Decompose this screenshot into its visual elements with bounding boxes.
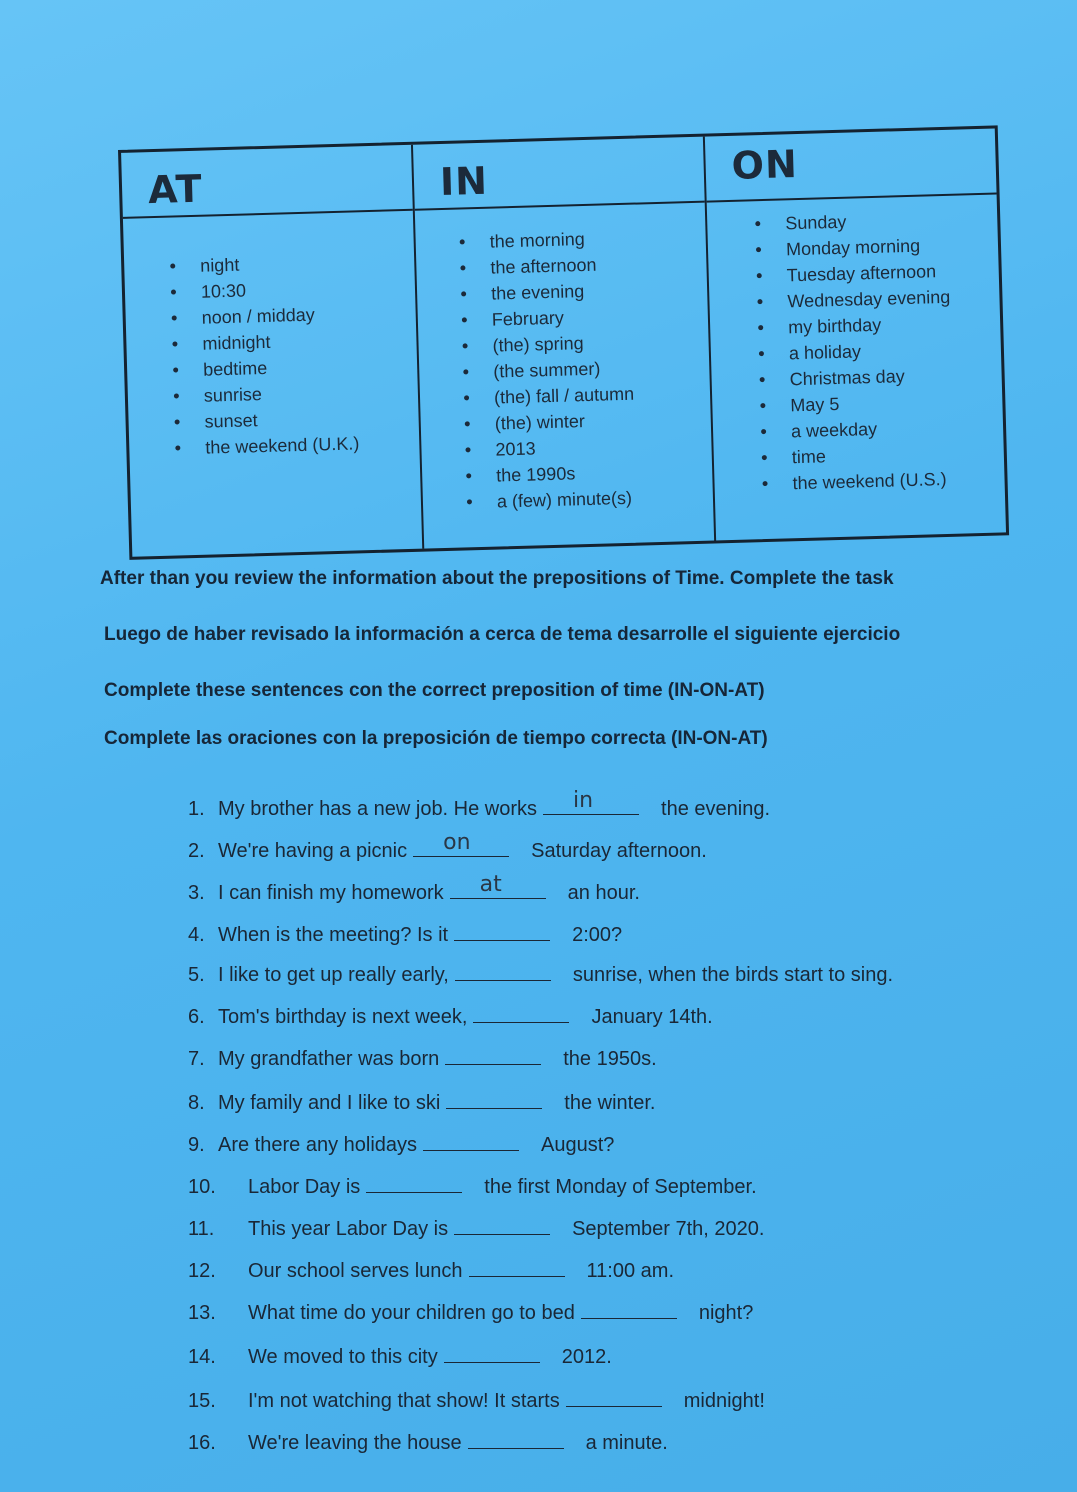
list-item: Sunday xyxy=(707,204,998,238)
answer-blank[interactable] xyxy=(423,1132,519,1151)
answer-blank[interactable] xyxy=(444,1344,540,1363)
exercise-number: 13. xyxy=(188,1302,216,1324)
list-item: sunrise xyxy=(128,377,419,411)
exercise-number: 16. xyxy=(188,1432,216,1454)
list-item: noon / midday xyxy=(125,299,416,333)
list-item: the 1990s xyxy=(422,457,713,491)
answer-blank[interactable] xyxy=(468,1430,564,1449)
exercise-text-before: Our school serves lunch xyxy=(248,1260,463,1282)
answer-blank[interactable] xyxy=(454,1216,550,1235)
exercise-item xyxy=(188,872,640,910)
exercise-text-before: We moved to this city xyxy=(248,1346,438,1368)
exercise-number: 7. xyxy=(188,1048,205,1070)
list-item: the morning xyxy=(415,223,706,257)
exercise-number: 9. xyxy=(188,1134,205,1156)
list-item: (the summer) xyxy=(419,353,710,387)
exercise-number: 3. xyxy=(188,882,205,904)
instruction-english-complete: Complete these sentences con the correct preposition of time (IN-ON-AT) xyxy=(104,680,765,701)
answer-blank[interactable] xyxy=(454,922,550,941)
list-item: 10:30 xyxy=(125,273,416,307)
exercise-text-before: We're leaving the house xyxy=(248,1432,462,1454)
list-item: my birthday xyxy=(710,308,1001,342)
exercise-text-after: midnight! xyxy=(683,1390,765,1412)
answer-blank[interactable] xyxy=(581,1300,677,1319)
answer-blank[interactable] xyxy=(445,1046,541,1065)
list-item: the weekend (U.K.) xyxy=(129,429,420,463)
answer-blank[interactable] xyxy=(446,1090,542,1109)
in-list xyxy=(415,223,713,517)
column-on xyxy=(705,129,1006,541)
exercise-item xyxy=(188,1344,612,1374)
exercise-item xyxy=(188,1046,657,1076)
exercise-item xyxy=(188,962,893,992)
handwritten-answer: in xyxy=(573,788,594,813)
exercise-text-before: My family and I like to ski xyxy=(218,1092,441,1114)
exercise-text-after: August? xyxy=(541,1134,615,1156)
answer-blank[interactable] xyxy=(455,962,551,981)
exercise-item xyxy=(188,1216,764,1246)
exercise-text-before: Are there any holidays xyxy=(218,1134,418,1156)
exercise-text-before: My brother has a new job. He works xyxy=(218,798,538,820)
exercise-number: 11. xyxy=(188,1218,215,1240)
exercise-text-before: We're having a picnic xyxy=(218,840,408,862)
exercise-item xyxy=(188,922,622,952)
list-item: a holiday xyxy=(711,334,1002,368)
exercise-number: 4. xyxy=(188,924,205,946)
exercise-item xyxy=(188,1132,614,1162)
list-item: May 5 xyxy=(712,386,1003,420)
instruction-english-review: After than you review the information about the prepositions of Time. Complete the task xyxy=(100,568,894,589)
exercise-text-before: This year Labor Day is xyxy=(248,1218,449,1240)
exercise-item xyxy=(188,1004,713,1034)
list-item: the evening xyxy=(417,275,708,309)
exercise-text-before: What time do your children go to bed xyxy=(248,1302,575,1324)
exercise-text-after: the first Monday of September. xyxy=(484,1176,757,1198)
exercise-text-after: Saturday afternoon. xyxy=(531,840,707,862)
exercise-text-after: 2:00? xyxy=(572,924,623,946)
exercise-item xyxy=(188,1174,757,1204)
answer-blank[interactable] xyxy=(469,1258,565,1277)
list-item: (the) spring xyxy=(418,327,709,361)
column-header-row xyxy=(121,145,413,219)
exercise-text-after: the 1950s. xyxy=(563,1048,657,1070)
on-list xyxy=(707,204,1005,498)
at-list xyxy=(124,247,420,463)
exercise-text-before: My grandfather was born xyxy=(218,1048,440,1070)
list-item: night xyxy=(124,247,415,281)
list-item: Wednesday evening xyxy=(709,282,1000,316)
exercise-text-before: I like to get up really early, xyxy=(218,964,449,986)
exercise-item xyxy=(188,830,707,868)
exercise-number: 2. xyxy=(188,840,205,862)
column-header-on: ON xyxy=(731,142,799,188)
list-item: (the) fall / autumn xyxy=(420,379,711,413)
exercise-text-after: 2012. xyxy=(561,1346,612,1368)
exercise-text-after: night? xyxy=(698,1302,754,1324)
exercise-number: 5. xyxy=(188,964,205,986)
exercise-item xyxy=(188,1258,674,1288)
list-item: a weekday xyxy=(713,412,1004,446)
exercise-text-before: Tom's birthday is next week, xyxy=(218,1006,468,1028)
list-item: a (few) minute(s) xyxy=(423,483,714,517)
exercise-text-after: 11:00 am. xyxy=(586,1260,675,1282)
list-item: Christmas day xyxy=(711,360,1002,394)
list-item: (the) winter xyxy=(420,405,711,439)
list-item: the afternoon xyxy=(416,249,707,283)
answer-blank[interactable] xyxy=(566,1388,662,1407)
exercise-number: 15. xyxy=(188,1390,216,1412)
answer-blank[interactable] xyxy=(450,872,546,899)
exercise-number: 14. xyxy=(188,1346,216,1368)
list-item: midnight xyxy=(126,325,417,359)
exercise-text-after: the winter. xyxy=(564,1092,656,1114)
column-at xyxy=(121,145,424,557)
list-item: February xyxy=(418,301,709,335)
exercise-text-before: I'm not watching that show! It starts xyxy=(248,1390,560,1412)
exercise-text-after: January 14th. xyxy=(591,1006,713,1028)
answer-blank[interactable] xyxy=(413,830,509,857)
exercise-text-after: the evening. xyxy=(661,798,771,820)
prepositions-table xyxy=(118,125,1009,559)
column-header-at: AT xyxy=(147,166,204,213)
list-item: 2013 xyxy=(421,431,712,465)
answer-blank[interactable] xyxy=(366,1174,462,1193)
exercise-text-before: When is the meeting? Is it xyxy=(218,924,449,946)
exercise-text-before: Labor Day is xyxy=(248,1176,361,1198)
column-header-in: IN xyxy=(439,158,489,205)
instruction-spanish-complete: Complete las oraciones con la preposición de tiempo correcta (IN-ON-AT) xyxy=(104,728,768,749)
list-item: sunset xyxy=(128,403,419,437)
list-item: Monday morning xyxy=(708,230,999,264)
exercise-number: 10. xyxy=(188,1176,216,1198)
answer-blank[interactable] xyxy=(543,788,639,815)
column-in xyxy=(413,137,716,549)
list-item: Tuesday afternoon xyxy=(708,256,999,290)
exercise-text-after: an hour. xyxy=(567,882,640,904)
exercise-number: 6. xyxy=(188,1006,205,1028)
exercise-number: 8. xyxy=(188,1092,205,1114)
list-item: the weekend (U.S.) xyxy=(714,464,1005,498)
exercise-text-after: September 7th, 2020. xyxy=(572,1218,765,1240)
exercise-item xyxy=(188,1090,655,1120)
exercise-item xyxy=(188,788,771,826)
list-item: bedtime xyxy=(127,351,418,385)
column-header-row xyxy=(705,129,997,203)
exercise-text-after: a minute. xyxy=(585,1432,668,1454)
exercise-number: 1. xyxy=(188,798,205,820)
exercise-item xyxy=(188,1300,753,1330)
exercise-number: 12. xyxy=(188,1260,216,1282)
answer-blank[interactable] xyxy=(473,1004,569,1023)
column-header-row xyxy=(413,137,705,211)
exercise-item xyxy=(188,1430,668,1460)
exercise-text-before: I can finish my homework xyxy=(218,882,444,904)
exercise-text-after: sunrise, when the birds start to sing. xyxy=(572,964,894,986)
instruction-spanish-review: Luego de haber revisado la información a cerca de tema desarrolle el siguiente ejercicio xyxy=(104,624,901,645)
list-item: time xyxy=(714,438,1005,472)
handwritten-answer: at xyxy=(479,872,502,897)
handwritten-answer: on xyxy=(443,830,471,855)
exercise-item xyxy=(188,1388,765,1418)
